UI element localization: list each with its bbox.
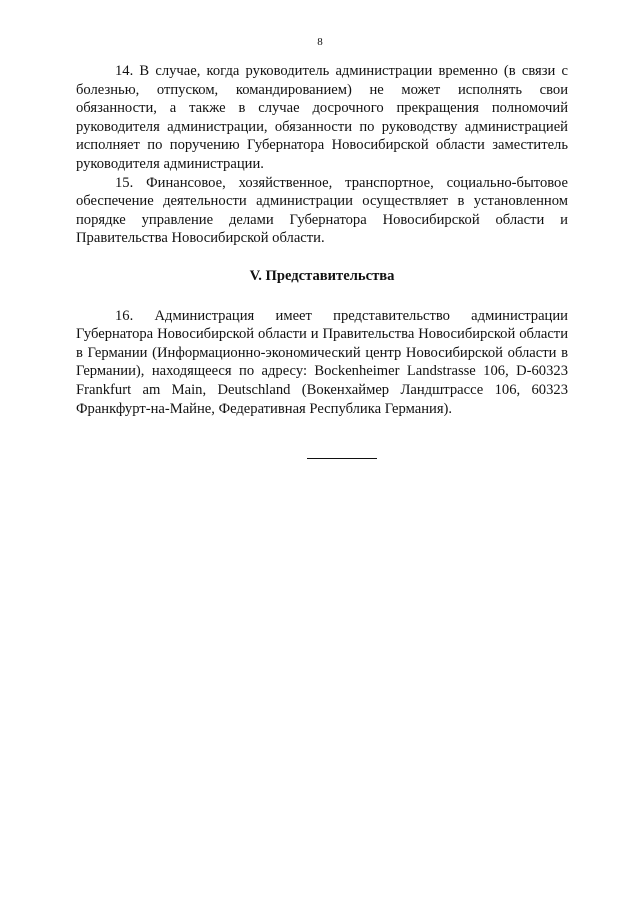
section-heading: V. Представительства — [249, 267, 395, 284]
paragraph-15: 15. Финансовое, хозяйственное, транспортное, социально-бытовое обеспечение деятельности администрации осуществляет в установленном порядке управление делами Губернатора Новосибирской области и Правительства Новосибирской области. — [76, 174, 568, 247]
document-body — [76, 62, 568, 418]
end-of-document-rule — [307, 458, 377, 459]
page-number: 8 — [317, 36, 323, 48]
paragraph-16: 16. Администрация имеет представительство администрации Губернатора Новосибирской области и Правительства Новосибирской области в Германии (Информационно-экономический центр Новосибирской области в Германии), находящееся по адресу: Bockenheimer Landstrasse 106, D-60323 Frankfurt am Main, Deutschland (Вокенхаймер Ландштрассе 106, 60323 Франкфурт-на-Майне, Федеративная Республика Германия). — [76, 307, 568, 417]
paragraph-14: 14. В случае, когда руководитель администрации временно (в связи с болезнью, отпуском, командированием) не может исполнять свои обязанности, а также в случае досрочного прекращения полномочий руководителя администрации, обязанности по руководству администрацией исполняет по поручению Губернатора Новосибирской области заместитель руководителя администрации. — [76, 63, 568, 172]
